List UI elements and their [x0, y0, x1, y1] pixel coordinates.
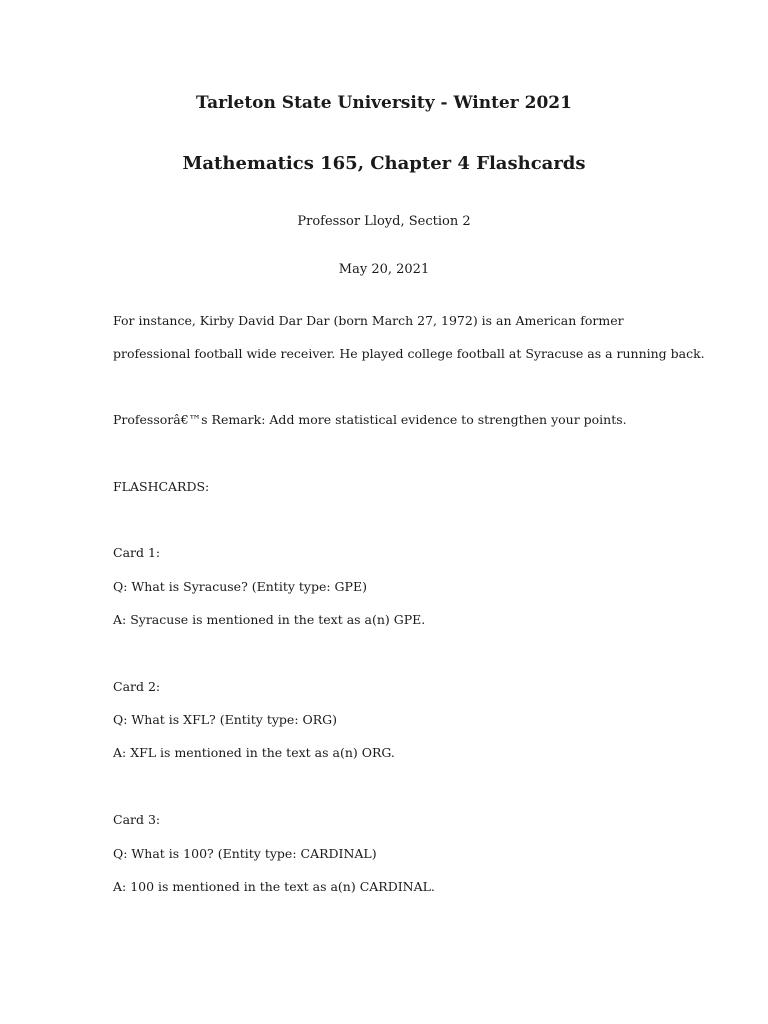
professor-remark: Professorâ€™s Remark: Add more statistical evidence to strengthen your points. [113, 412, 627, 427]
card-label: Card 1: [113, 545, 161, 560]
document-date: May 20, 2021 [338, 262, 430, 277]
intro-line-1: For instance, Kirby David Dar Dar (born March 27, 1972) is an American former [113, 313, 624, 328]
card-answer: A: Syracuse is mentioned in the text as a(n) GPE. [113, 612, 426, 627]
card-question: Q: What is 100? (Entity type: CARDINAL) [113, 846, 377, 861]
intro-line-2: professional football wide receiver. He played college football at Syracuse as a running back. [113, 346, 705, 361]
flashcards-heading: FLASHCARDS: [113, 479, 210, 494]
instructor-section: Professor Lloyd, Section 2 [297, 214, 471, 229]
card-label: Card 2: [113, 679, 161, 694]
card-label: Card 3: [113, 812, 161, 827]
university-term-heading: Tarleton State University - Winter 2021 [196, 93, 572, 113]
card-answer: A: XFL is mentioned in the text as a(n) ORG. [113, 745, 395, 760]
course-title-heading: Mathematics 165, Chapter 4 Flashcards [182, 153, 586, 174]
card-question: Q: What is Syracuse? (Entity type: GPE) [113, 579, 367, 594]
card-question: Q: What is XFL? (Entity type: ORG) [113, 712, 338, 727]
card-answer: A: 100 is mentioned in the text as a(n) CARDINAL. [113, 879, 435, 894]
